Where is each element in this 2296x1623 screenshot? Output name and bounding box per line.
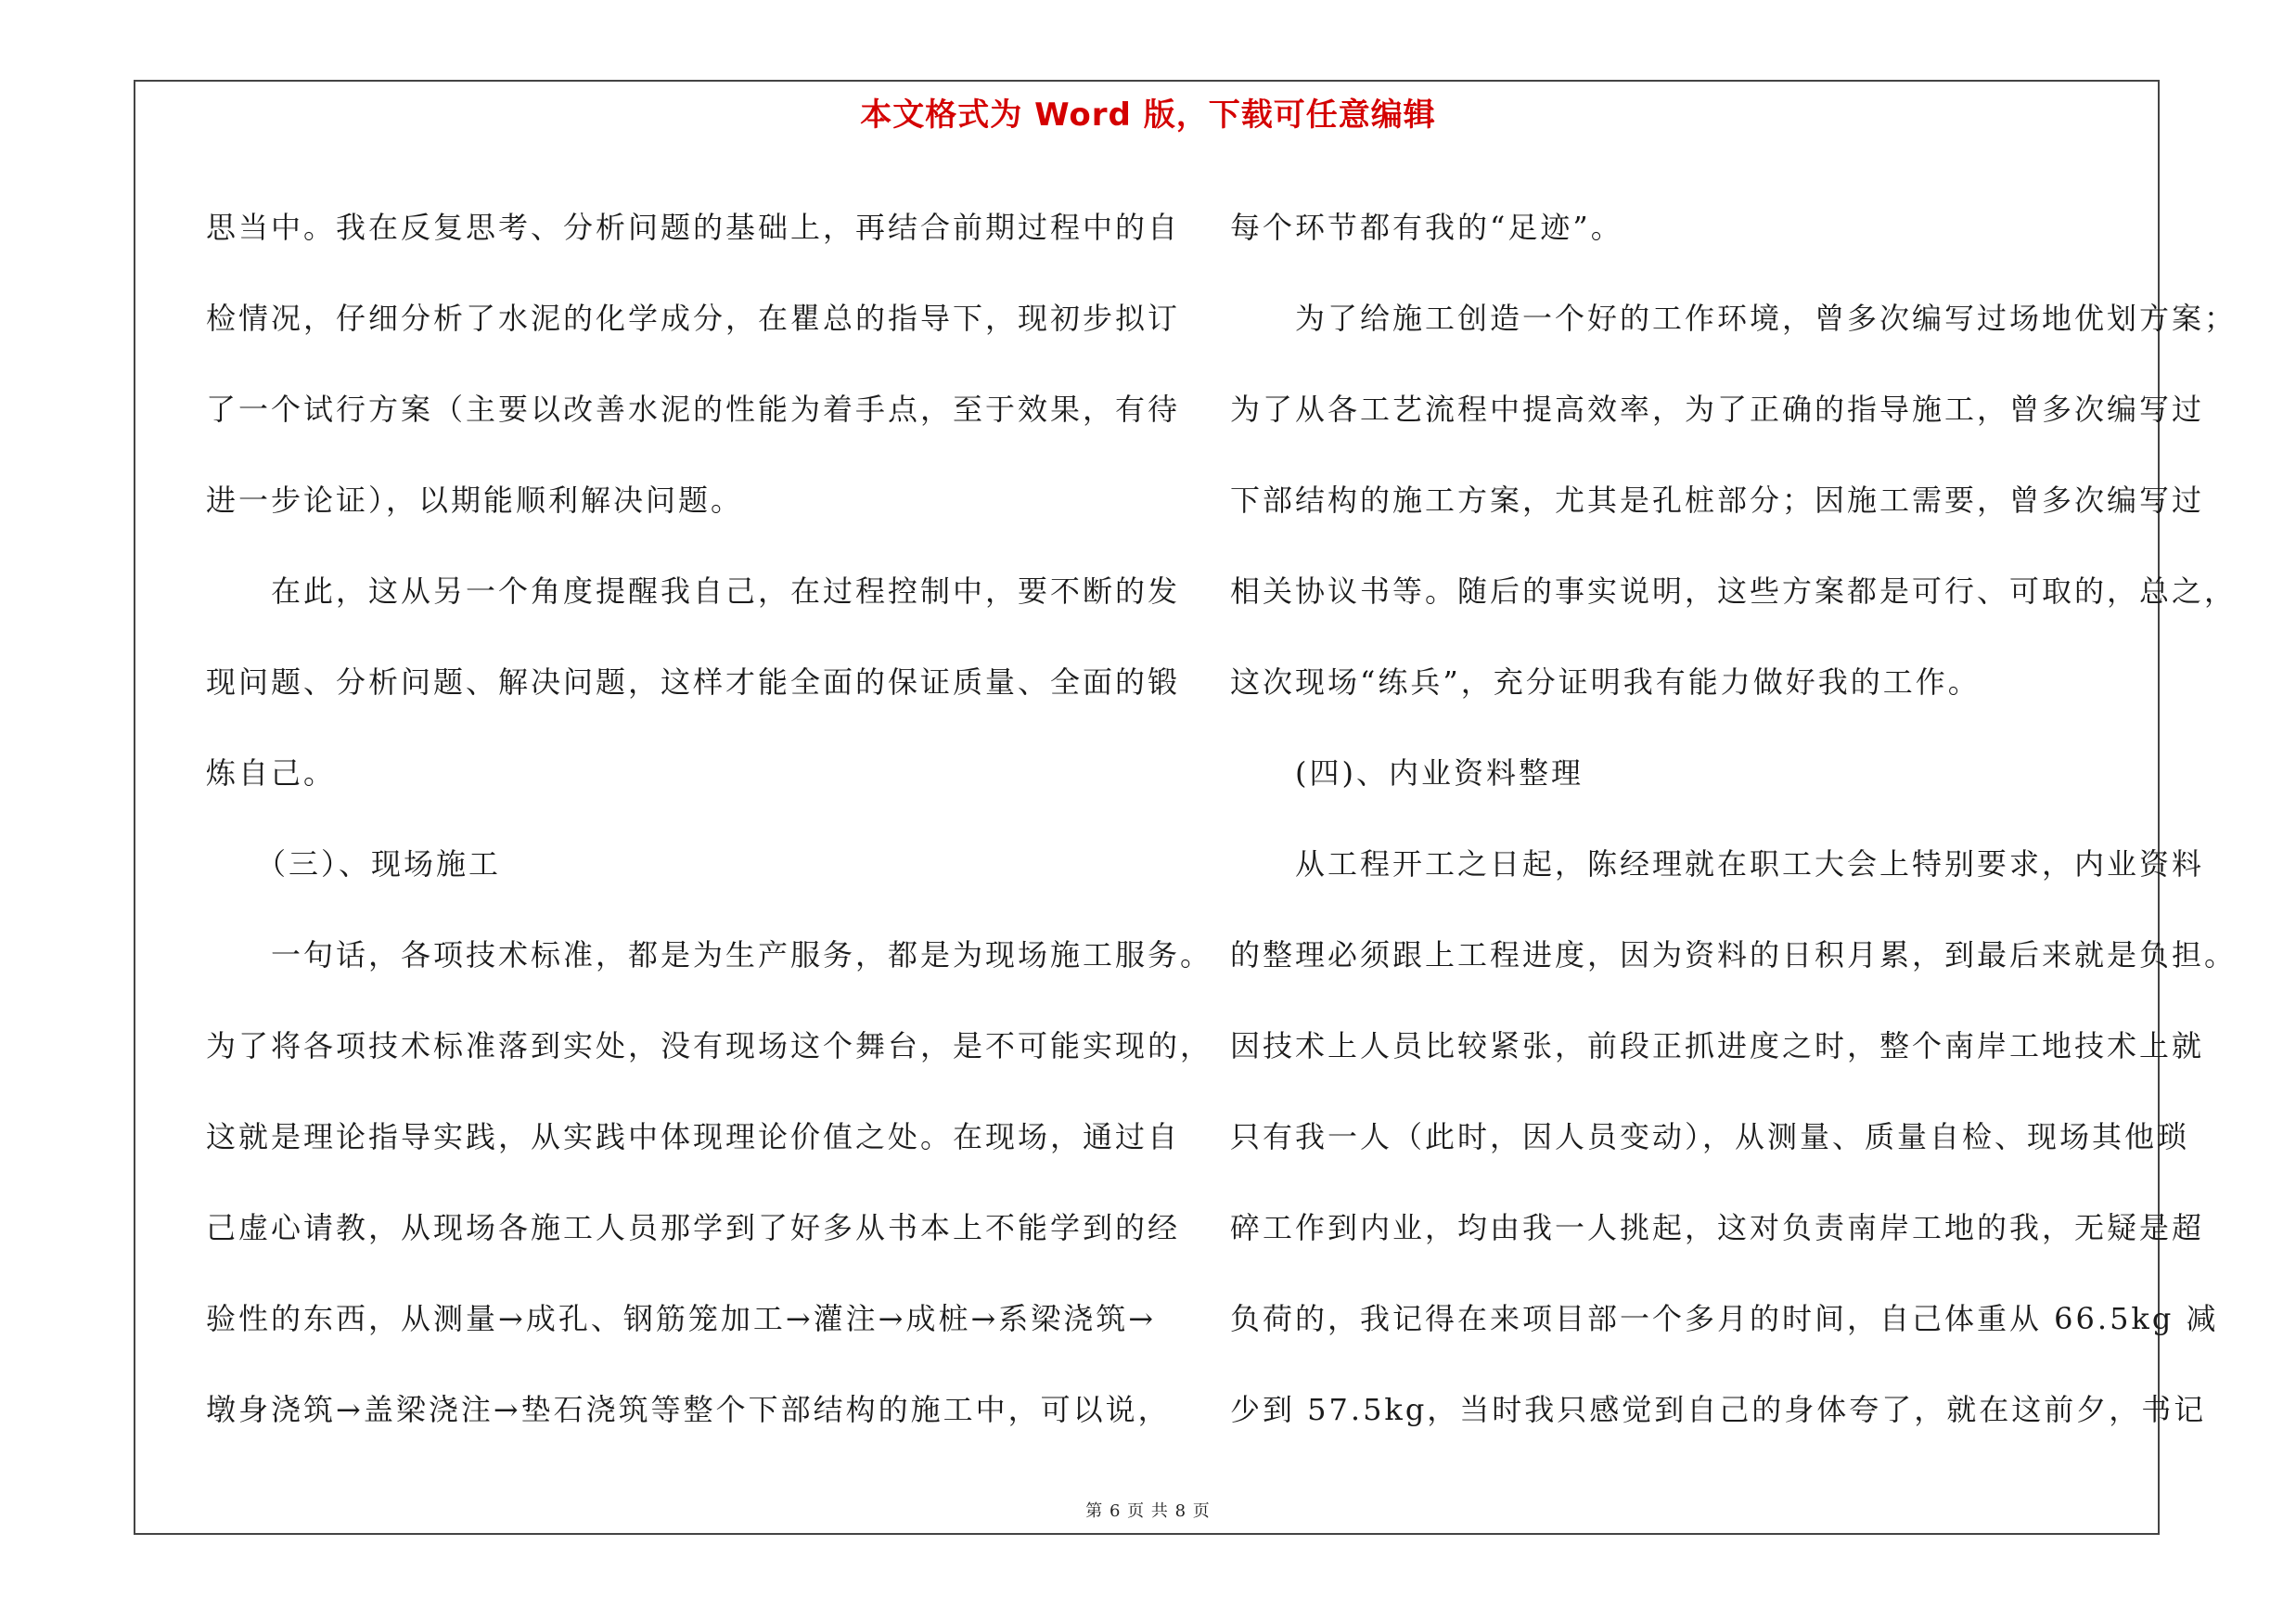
text-line: 为了给施工创造一个好的工作环境，曾多次编写过场地优划方案； (1230, 301, 2238, 336)
text-line: 为了将各项技术标准落到实处，没有现场这个舞台，是不可能实现的， (206, 1028, 1213, 1063)
text-line: 下部结构的施工方案，尤其是孔桩部分；因施工需要，曾多次编写过 (1230, 483, 2205, 518)
text-line: 进一步论证），以期能顺利解决问题。 (206, 483, 744, 518)
text-line: 只有我一人（此时，因人员变动），从测量、质量自检、现场其他琐 (1230, 1119, 2190, 1154)
text-line: 检情况，仔细分析了水泥的化学成分，在瞿总的指导下，现初步拟订 (206, 301, 1181, 336)
text-line: 验性的东西，从测量→成孔、钢筋笼加工→灌注→成桩→系梁浇筑→ (206, 1301, 1157, 1336)
text-line: 的整理必须跟上工程进度，因为资料的日积月累，到最后来就是负担。 (1230, 937, 2238, 973)
text-line: 这就是理论指导实践，从实践中体现理论价值之处。在现场，通过自 (206, 1119, 1181, 1154)
right-column (1230, 182, 2238, 1455)
text-line: 每个环节都有我的“足迹”。 (1230, 210, 1623, 245)
text-line: 墩身浇筑→盖梁浇注→垫石浇筑等整个下部结构的施工中，可以说， (206, 1392, 1171, 1427)
left-column (206, 182, 1213, 1455)
text-line: 因技术上人员比较紧张，前段正抓进度之时，整个南岸工地技术上就 (1230, 1028, 2205, 1063)
text-line: 现问题、分析问题、解决问题，这样才能全面的保证质量、全面的锻 (206, 664, 1181, 700)
text-line: 一句话，各项技术标准，都是为生产服务，都是为现场施工服务。 (206, 937, 1213, 973)
text-line: 从工程开工之日起，陈经理就在职工大会上特别要求，内业资料 (1230, 846, 2205, 882)
text-line: 在此，这从另一个角度提醒我自己，在过程控制中，要不断的发 (206, 573, 1181, 609)
header-banner: 本文格式为 Word 版，下载可任意编辑 (860, 97, 1436, 134)
text-line: 相关协议书等。随后的事实说明，这些方案都是可行、可取的，总之， (1230, 573, 2238, 609)
text-line: 思当中。我在反复思考、分析问题的基础上，再结合前期过程中的自 (206, 210, 1181, 245)
text-line: 这次现场“练兵”，充分证明我有能力做好我的工作。 (1230, 664, 1981, 700)
page-number-footer: 第 6 页 共 8 页 (1085, 1501, 1211, 1521)
text-line: 少到 57.5kg，当时我只感觉到自己的身体夸了，就在这前夕，书记 (1230, 1392, 2207, 1427)
text-line: 碎工作到内业，均由我一人挑起，这对负责南岸工地的我，无疑是超 (1230, 1210, 2205, 1245)
text-line: 炼自己。 (206, 755, 337, 791)
text-line: 为了从各工艺流程中提高效率，为了正确的指导施工，曾多次编写过 (1230, 392, 2205, 427)
text-line: 负荷的，我记得在来项目部一个多月的时间，自己体重从 66.5kg 减 (1230, 1301, 2219, 1336)
text-line: 了一个试行方案（主要以改善水泥的性能为着手点，至于效果，有待 (206, 392, 1181, 427)
section-heading: (四)、内业资料整理 (1230, 755, 1584, 791)
section-heading: （三）、现场施工 (206, 846, 502, 882)
text-line: 己虚心请教，从现场各施工人员那学到了好多从书本上不能学到的经 (206, 1210, 1181, 1245)
